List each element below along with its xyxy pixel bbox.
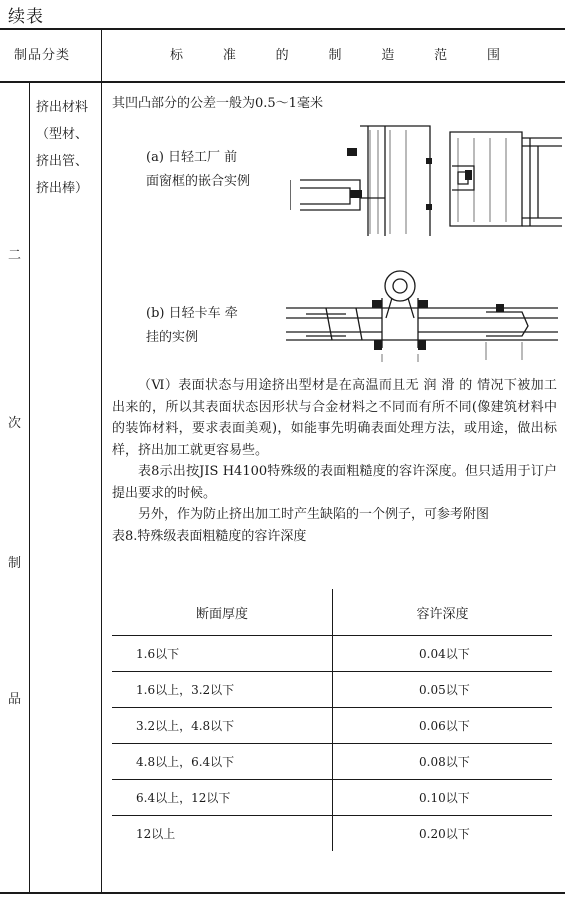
depth-cell: 0.08以下 — [333, 744, 553, 780]
header-rule — [0, 81, 565, 83]
top-rule — [0, 28, 565, 30]
table-row — [112, 744, 552, 780]
subcategory-line: 挤出棒） — [36, 181, 89, 196]
category-char: 制 — [8, 556, 22, 571]
caption-line: (a) 日轻工厂 前 — [146, 150, 238, 165]
table-row — [112, 636, 552, 672]
intro-text: 其凹凸部分的公差一般为0.5～1毫米 — [112, 96, 323, 111]
subcategory-line: （型材、 — [36, 127, 89, 142]
thickness-cell: 4.8以上，6.4以下 — [112, 744, 333, 780]
table-caption: 表8.特殊级表面粗糙度的容许深度 — [112, 528, 307, 544]
body-paragraphs — [112, 375, 557, 547]
header-range-char: 造 — [381, 48, 395, 63]
paragraph: （Ⅵ）表面状态与用途挤出型材是在高温而且无 润 滑 的 情况下被加工出来的，所以其表面状态因形状与合金材料之不同而有所不同(像建筑材料中的装饰材料，要求表面美观)，如能事先明确表面处理方法，或用途，做出标样，挤出加工就更容易些。 — [112, 378, 557, 458]
subcategory — [36, 94, 100, 202]
bottom-rule — [0, 892, 565, 894]
thickness-cell: 6.4以上，12以下 — [112, 780, 333, 816]
depth-cell: 0.06以下 — [333, 708, 553, 744]
table-header-row — [112, 589, 552, 636]
col-divider-2 — [101, 30, 102, 892]
header-range-char: 范 — [434, 48, 448, 63]
paragraph: 另外，作为防止挤出加工时产生缺陷的一个例子，可参考附图 — [138, 507, 490, 522]
caption-line: (b) 日轻卡车 牵 — [146, 306, 238, 321]
window-frame-drawing — [290, 118, 562, 236]
col-divider-1 — [29, 82, 30, 892]
header-range-char: 围 — [486, 48, 500, 63]
header-range-char: 标 — [170, 48, 184, 63]
category-char: 品 — [8, 692, 22, 707]
category-char: 二 — [8, 248, 22, 263]
table-row — [112, 816, 552, 852]
thickness-cell: 12以上 — [112, 816, 333, 852]
header-range — [170, 44, 500, 63]
subcategory-line: 挤出管、 — [36, 154, 89, 169]
thickness-cell: 3.2以上，4.8以下 — [112, 708, 333, 744]
depth-cell: 0.20以下 — [333, 816, 553, 852]
table-header-thickness: 断面厚度 — [112, 589, 333, 636]
depth-cell: 0.10以下 — [333, 780, 553, 816]
table-row — [112, 672, 552, 708]
caption-line: 面窗框的嵌合实例 — [146, 174, 251, 189]
table-row — [112, 780, 552, 816]
header-category: 制品分类 — [14, 48, 71, 63]
trailer-hitch-drawing — [286, 262, 558, 362]
depth-cell: 0.05以下 — [333, 672, 553, 708]
figure-a-caption — [146, 146, 250, 194]
category-char: 次 — [8, 416, 22, 431]
continued-label: 续表 — [8, 7, 44, 27]
paragraph: 表8示出按JIS H4100特殊级的表面粗糙度的容许深度。但只适用于订户提出要求的时候。 — [112, 464, 557, 501]
table-row — [112, 708, 552, 744]
depth-cell: 0.04以下 — [419, 647, 470, 661]
figure-b-caption — [146, 302, 238, 350]
header-range-char: 准 — [222, 48, 236, 63]
roughness-table — [112, 589, 552, 851]
subcategory-line: 挤出材料 — [36, 100, 89, 115]
thickness-cell: 1.6以下 — [112, 636, 333, 672]
caption-line: 挂的实例 — [146, 330, 199, 345]
table-header-depth: 容许深度 — [333, 589, 553, 636]
header-range-char: 制 — [328, 48, 342, 63]
thickness-cell: 1.6以上，3.2以下 — [112, 672, 333, 708]
header-range-char: 的 — [275, 48, 289, 63]
